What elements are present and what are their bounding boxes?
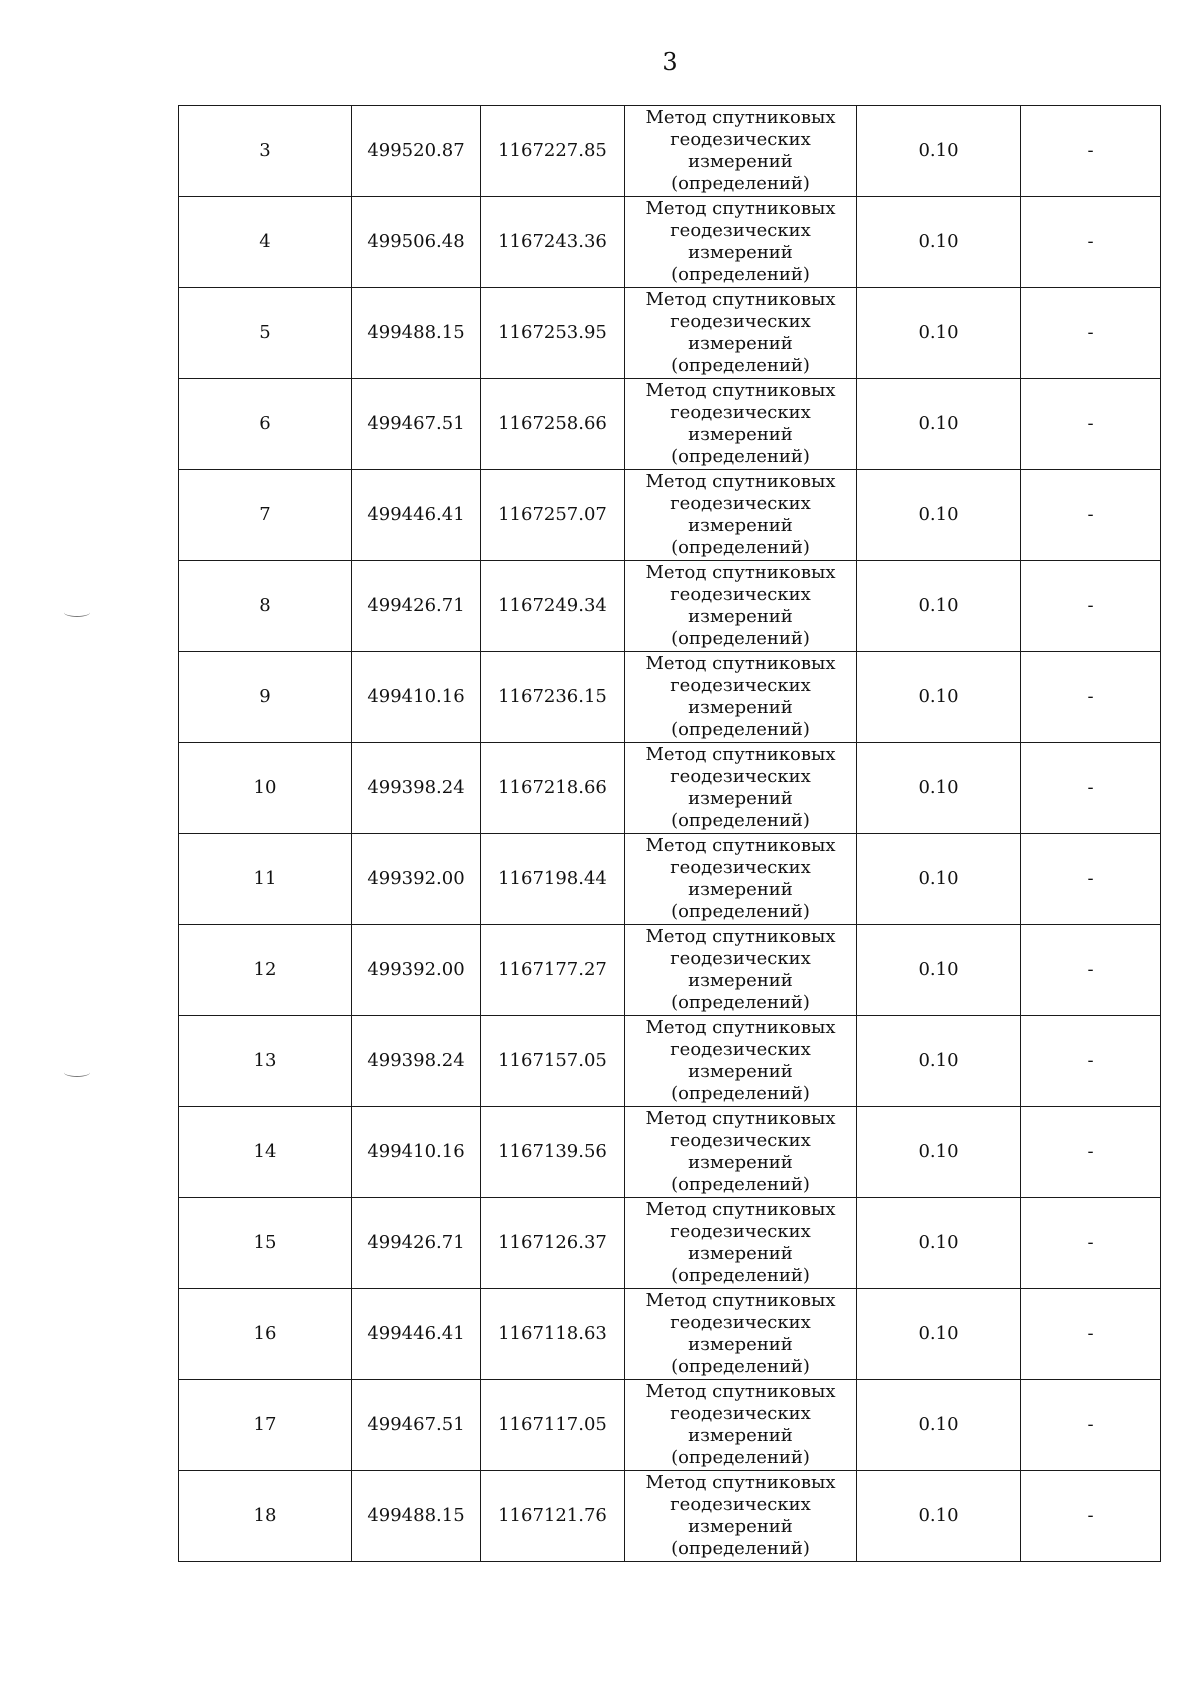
accuracy-cell: 0.10 [857,1380,1021,1471]
method-line: измерений [688,606,793,627]
method-line: (определений) [671,537,810,558]
y-coordinate-cell: 1167118.63 [481,1289,625,1380]
note-cell: - [1021,834,1161,925]
y-coordinate-cell: 1167249.34 [481,561,625,652]
note-cell: - [1021,652,1161,743]
accuracy-cell: 0.10 [857,652,1021,743]
table-row [179,470,1161,561]
method-line: (определений) [671,901,810,922]
x-coordinate-cell: 499520.87 [352,106,481,197]
method-line: геодезических [670,857,811,878]
method-line: измерений [688,1243,793,1264]
y-coordinate-cell: 1167253.95 [481,288,625,379]
note-cell: - [1021,743,1161,834]
accuracy-cell: 0.10 [857,106,1021,197]
accuracy-cell: 0.10 [857,1107,1021,1198]
method-cell [625,1198,857,1289]
method-line: Метод спутниковых [645,1108,836,1129]
method-line: геодезических [670,675,811,696]
y-coordinate-cell: 1167257.07 [481,470,625,561]
method-line: геодезических [670,766,811,787]
method-line: Метод спутниковых [645,835,836,856]
method-line: измерений [688,1061,793,1082]
accuracy-cell: 0.10 [857,288,1021,379]
x-coordinate-cell: 499506.48 [352,197,481,288]
x-coordinate-cell: 499488.15 [352,288,481,379]
note-cell: - [1021,1471,1161,1562]
method-line: (определений) [671,1356,810,1377]
y-coordinate-cell: 1167243.36 [481,197,625,288]
accuracy-cell: 0.10 [857,834,1021,925]
x-coordinate-cell: 499392.00 [352,834,481,925]
table-row [179,743,1161,834]
method-line: Метод спутниковых [645,744,836,765]
accuracy-cell: 0.10 [857,197,1021,288]
point-number-cell: 16 [179,1289,352,1380]
method-line: измерений [688,151,793,172]
method-cell [625,1289,857,1380]
method-line: Метод спутниковых [645,1017,836,1038]
method-line: Метод спутниковых [645,289,836,310]
table-row [179,197,1161,288]
note-cell: - [1021,1289,1161,1380]
table-row [179,288,1161,379]
method-line: измерений [688,879,793,900]
y-coordinate-cell: 1167139.56 [481,1107,625,1198]
method-line: (определений) [671,992,810,1013]
note-cell: - [1021,1107,1161,1198]
table-row [179,1016,1161,1107]
y-coordinate-cell: 1167258.66 [481,379,625,470]
accuracy-cell: 0.10 [857,743,1021,834]
table-row [179,1380,1161,1471]
method-cell [625,379,857,470]
method-line: измерений [688,1516,793,1537]
method-cell [625,1471,857,1562]
table-row [179,834,1161,925]
point-number-cell: 7 [179,470,352,561]
note-cell: - [1021,197,1161,288]
table-body [179,106,1161,1562]
point-number-cell: 13 [179,1016,352,1107]
x-coordinate-cell: 499426.71 [352,561,481,652]
table-row [179,561,1161,652]
point-number-cell: 8 [179,561,352,652]
note-cell: - [1021,561,1161,652]
table-row [179,106,1161,197]
scan-mark-bottom [64,1068,90,1077]
x-coordinate-cell: 499392.00 [352,925,481,1016]
method-line: (определений) [671,355,810,376]
note-cell: - [1021,925,1161,1016]
method-cell [625,834,857,925]
method-cell [625,743,857,834]
method-line: геодезических [670,584,811,605]
y-coordinate-cell: 1167177.27 [481,925,625,1016]
method-line: измерений [688,333,793,354]
x-coordinate-cell: 499488.15 [352,1471,481,1562]
method-line: геодезических [670,402,811,423]
point-number-cell: 9 [179,652,352,743]
method-line: Метод спутниковых [645,471,836,492]
method-line: измерений [688,1334,793,1355]
accuracy-cell: 0.10 [857,1289,1021,1380]
method-line: Метод спутниковых [645,1472,836,1493]
method-cell [625,470,857,561]
x-coordinate-cell: 499446.41 [352,1289,481,1380]
method-line: геодезических [670,311,811,332]
x-coordinate-cell: 499398.24 [352,743,481,834]
table-row [179,1107,1161,1198]
point-number-cell: 15 [179,1198,352,1289]
method-cell [625,1016,857,1107]
method-cell [625,1380,857,1471]
note-cell: - [1021,1380,1161,1471]
x-coordinate-cell: 499410.16 [352,1107,481,1198]
method-line: измерений [688,1152,793,1173]
y-coordinate-cell: 1167117.05 [481,1380,625,1471]
method-line: (определений) [671,1447,810,1468]
y-coordinate-cell: 1167227.85 [481,106,625,197]
method-line: измерений [688,1425,793,1446]
table-row [179,652,1161,743]
method-line: измерений [688,515,793,536]
method-line: геодезических [670,493,811,514]
coordinates-table [178,105,1161,1562]
method-line: геодезических [670,129,811,150]
method-line: Метод спутниковых [645,107,836,128]
method-line: Метод спутниковых [645,1290,836,1311]
method-cell [625,106,857,197]
method-line: (определений) [671,173,810,194]
method-line: (определений) [671,719,810,740]
method-line: (определений) [671,810,810,831]
x-coordinate-cell: 499410.16 [352,652,481,743]
y-coordinate-cell: 1167126.37 [481,1198,625,1289]
method-line: (определений) [671,1265,810,1286]
point-number-cell: 10 [179,743,352,834]
method-line: измерений [688,424,793,445]
method-line: (определений) [671,1083,810,1104]
table-row [179,379,1161,470]
table-row [179,925,1161,1016]
y-coordinate-cell: 1167218.66 [481,743,625,834]
page-number: 3 [662,48,678,76]
y-coordinate-cell: 1167121.76 [481,1471,625,1562]
method-line: Метод спутниковых [645,1199,836,1220]
point-number-cell: 12 [179,925,352,1016]
accuracy-cell: 0.10 [857,379,1021,470]
note-cell: - [1021,470,1161,561]
accuracy-cell: 0.10 [857,470,1021,561]
scan-mark-top [64,608,90,617]
method-line: геодезических [670,1403,811,1424]
method-line: геодезических [670,948,811,969]
x-coordinate-cell: 499467.51 [352,1380,481,1471]
accuracy-cell: 0.10 [857,1471,1021,1562]
accuracy-cell: 0.10 [857,925,1021,1016]
method-line: геодезических [670,1312,811,1333]
point-number-cell: 14 [179,1107,352,1198]
method-line: Метод спутниковых [645,1381,836,1402]
method-line: (определений) [671,1538,810,1559]
x-coordinate-cell: 499467.51 [352,379,481,470]
method-cell [625,925,857,1016]
point-number-cell: 17 [179,1380,352,1471]
table-row [179,1471,1161,1562]
method-line: (определений) [671,1174,810,1195]
accuracy-cell: 0.10 [857,561,1021,652]
note-cell: - [1021,106,1161,197]
method-line: Метод спутниковых [645,926,836,947]
note-cell: - [1021,1016,1161,1107]
point-number-cell: 6 [179,379,352,470]
point-number-cell: 3 [179,106,352,197]
method-line: Метод спутниковых [645,562,836,583]
method-cell [625,561,857,652]
method-line: геодезических [670,1039,811,1060]
y-coordinate-cell: 1167198.44 [481,834,625,925]
method-line: измерений [688,697,793,718]
method-line: Метод спутниковых [645,380,836,401]
x-coordinate-cell: 499426.71 [352,1198,481,1289]
method-line: (определений) [671,446,810,467]
accuracy-cell: 0.10 [857,1198,1021,1289]
y-coordinate-cell: 1167236.15 [481,652,625,743]
point-number-cell: 5 [179,288,352,379]
method-line: Метод спутниковых [645,653,836,674]
method-line: геодезических [670,1221,811,1242]
method-line: Метод спутниковых [645,198,836,219]
y-coordinate-cell: 1167157.05 [481,1016,625,1107]
point-number-cell: 18 [179,1471,352,1562]
method-cell [625,652,857,743]
x-coordinate-cell: 499446.41 [352,470,481,561]
note-cell: - [1021,1198,1161,1289]
method-line: измерений [688,242,793,263]
note-cell: - [1021,288,1161,379]
table-row [179,1198,1161,1289]
method-cell [625,197,857,288]
note-cell: - [1021,379,1161,470]
method-cell [625,288,857,379]
method-line: измерений [688,788,793,809]
method-line: геодезических [670,1130,811,1151]
method-line: (определений) [671,628,810,649]
table-row [179,1289,1161,1380]
method-line: измерений [688,970,793,991]
method-line: геодезических [670,1494,811,1515]
accuracy-cell: 0.10 [857,1016,1021,1107]
method-line: геодезических [670,220,811,241]
method-cell [625,1107,857,1198]
method-line: (определений) [671,264,810,285]
point-number-cell: 11 [179,834,352,925]
x-coordinate-cell: 499398.24 [352,1016,481,1107]
point-number-cell: 4 [179,197,352,288]
